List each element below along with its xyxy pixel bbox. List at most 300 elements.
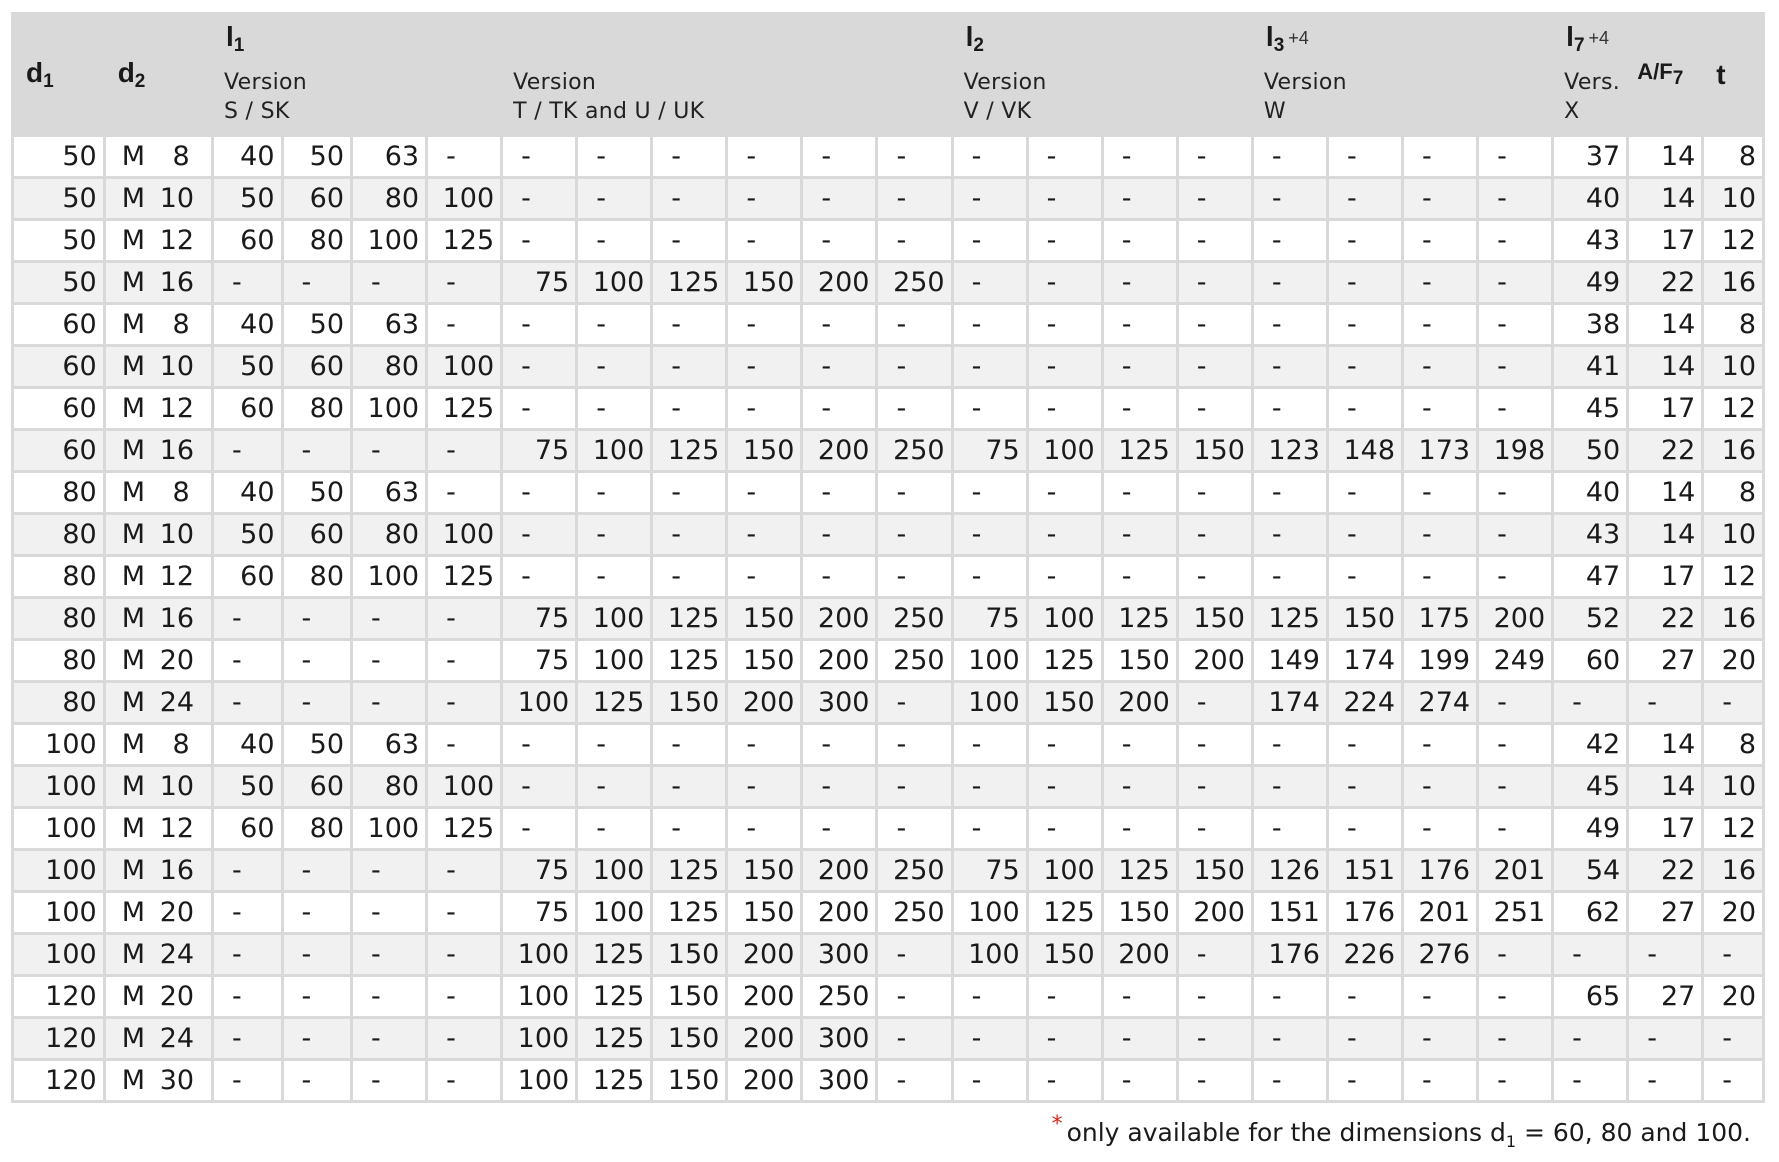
table-cell: - [578, 809, 650, 848]
table-cell: - [284, 893, 351, 932]
table-cell: - [1479, 179, 1551, 218]
table-cell: - [728, 767, 800, 806]
table-row [14, 305, 1762, 344]
table-cell: 224 [1329, 683, 1401, 722]
table-cell: - [954, 767, 1026, 806]
table-cell: 16 [1704, 851, 1762, 890]
table-cell: - [1029, 977, 1101, 1016]
table-cell: 80 [353, 767, 425, 806]
table-cell: - [878, 473, 950, 512]
table-cell: - [284, 431, 351, 470]
table-cell: - [1104, 977, 1176, 1016]
dimension-table [11, 12, 1765, 1103]
table-cell: - [353, 977, 425, 1016]
table-cell: - [954, 809, 1026, 848]
table-cell: 62 [1554, 893, 1626, 932]
table-cell: - [954, 557, 1026, 596]
table-cell: 75 [503, 263, 575, 302]
table-cell: - [1404, 137, 1476, 176]
table-cell: - [878, 1061, 950, 1100]
table-row [14, 809, 1762, 848]
table-cell: - [1104, 809, 1176, 848]
table-cell: - [653, 389, 725, 428]
table-cell: - [1329, 221, 1401, 260]
table-cell: - [428, 473, 500, 512]
table-cell: 12 [1704, 389, 1762, 428]
header-l2: $l_2$ [954, 15, 1251, 63]
table-cell: - [353, 1061, 425, 1100]
table-row [14, 767, 1762, 806]
table-cell: - [803, 473, 875, 512]
table-cell: - [214, 977, 281, 1016]
table-cell: - [1179, 1061, 1251, 1100]
table-cell: 43 [1554, 515, 1626, 554]
table-cell: 125 [653, 431, 725, 470]
table-cell: 50 [1554, 431, 1626, 470]
table-cell: 150 [1179, 431, 1251, 470]
table-cell: - [353, 641, 425, 680]
table-cell: - [1254, 977, 1326, 1016]
table-cell: 300 [803, 1019, 875, 1058]
table-cell: 100 [1029, 431, 1101, 470]
table-cell: - [954, 977, 1026, 1016]
table-cell: 125 [1029, 893, 1101, 932]
table-cell: - [1254, 767, 1326, 806]
table-cell: - [578, 305, 650, 344]
table-cell: - [803, 305, 875, 344]
table-cell: 120 [14, 1061, 103, 1100]
table-cell: - [728, 725, 800, 764]
table-cell: - [1254, 347, 1326, 386]
table-cell: - [1029, 809, 1101, 848]
table-cell: 176 [1404, 851, 1476, 890]
table-cell: - [1404, 305, 1476, 344]
table-cell: - [803, 221, 875, 260]
table-cell: 100 [503, 1019, 575, 1058]
table-cell: - [1254, 263, 1326, 302]
table-cell: - [954, 221, 1026, 260]
table-cell: 201 [1479, 851, 1551, 890]
table-cell: - [803, 809, 875, 848]
table-cell: M 12 [106, 557, 211, 596]
header-l7: $l_7 +4$ [1554, 15, 1626, 63]
table-cell: - [1104, 1061, 1176, 1100]
table-cell: - [878, 137, 950, 176]
table-cell: 60 [14, 431, 103, 470]
table-cell: 50 [14, 137, 103, 176]
table-cell: - [1029, 557, 1101, 596]
dimension-table-container [11, 12, 1765, 1103]
table-cell: M 8 [106, 725, 211, 764]
table-cell: 75 [954, 851, 1026, 890]
table-cell: - [1104, 179, 1176, 218]
table-cell: 150 [1029, 935, 1101, 974]
footnote-asterisk: * [1051, 1112, 1063, 1137]
table-cell: 250 [803, 977, 875, 1016]
table-cell: - [1329, 1019, 1401, 1058]
table-cell: - [1254, 305, 1326, 344]
table-cell: 125 [1104, 851, 1176, 890]
table-row [14, 893, 1762, 932]
table-cell: - [1479, 389, 1551, 428]
table-cell: 100 [14, 725, 103, 764]
table-cell: - [1104, 305, 1176, 344]
table-cell: 80 [14, 557, 103, 596]
table-cell: - [1179, 935, 1251, 974]
table-cell: 200 [1179, 641, 1251, 680]
table-cell: - [1629, 1019, 1701, 1058]
table-cell: 20 [1704, 641, 1762, 680]
table-cell: - [214, 935, 281, 974]
table-cell: 10 [1704, 767, 1762, 806]
table-cell: - [1254, 389, 1326, 428]
table-cell: 200 [803, 431, 875, 470]
table-cell: - [353, 683, 425, 722]
table-cell: - [214, 641, 281, 680]
table-cell: 175 [1404, 599, 1476, 638]
table-cell: - [1329, 179, 1401, 218]
table-cell: - [578, 557, 650, 596]
table-cell: - [578, 389, 650, 428]
table-cell: - [428, 683, 500, 722]
table-cell: 42 [1554, 725, 1626, 764]
table-cell: 150 [653, 1019, 725, 1058]
table-cell: M 12 [106, 389, 211, 428]
table-cell: M 24 [106, 683, 211, 722]
table-cell: 100 [14, 893, 103, 932]
table-cell: M 10 [106, 179, 211, 218]
table-cell: 200 [1104, 683, 1176, 722]
table-row [14, 137, 1762, 176]
table-cell: 10 [1704, 515, 1762, 554]
table-cell: 50 [284, 473, 351, 512]
table-cell: - [728, 305, 800, 344]
table-cell: 150 [1179, 851, 1251, 890]
table-cell: - [1404, 1019, 1476, 1058]
table-cell: 100 [503, 935, 575, 974]
table-cell: 100 [428, 179, 500, 218]
table-cell: - [1029, 1061, 1101, 1100]
table-row [14, 179, 1762, 218]
table-cell: 200 [1479, 599, 1551, 638]
table-cell: - [1179, 347, 1251, 386]
table-cell: - [1329, 137, 1401, 176]
version-w: Version W [1254, 66, 1551, 134]
table-cell: - [1179, 557, 1251, 596]
table-cell: - [653, 809, 725, 848]
table-cell: 22 [1629, 599, 1701, 638]
table-cell: 150 [728, 851, 800, 890]
table-cell: - [1704, 935, 1762, 974]
table-cell: 14 [1629, 179, 1701, 218]
table-cell: 226 [1329, 935, 1401, 974]
table-cell: - [1179, 515, 1251, 554]
table-cell: - [1629, 1061, 1701, 1100]
header-l1: $l_1$ [214, 15, 951, 63]
table-cell: 150 [728, 431, 800, 470]
table-row [14, 431, 1762, 470]
table-cell: - [1404, 473, 1476, 512]
table-cell: - [1404, 977, 1476, 1016]
table-cell: 50 [284, 725, 351, 764]
table-cell: 80 [284, 557, 351, 596]
table-cell: 125 [578, 935, 650, 974]
table-row [14, 221, 1762, 260]
table-cell: - [1179, 725, 1251, 764]
table-cell: - [1104, 557, 1176, 596]
table-cell: - [1029, 725, 1101, 764]
table-cell: - [1479, 221, 1551, 260]
table-row [14, 1019, 1762, 1058]
table-cell: - [653, 347, 725, 386]
table-row [14, 263, 1762, 302]
table-cell: - [1179, 305, 1251, 344]
table-cell: - [1479, 305, 1551, 344]
table-cell: - [954, 137, 1026, 176]
table-cell: - [878, 1019, 950, 1058]
table-cell: 100 [578, 851, 650, 890]
table-cell: - [428, 1061, 500, 1100]
table-cell: - [1704, 683, 1762, 722]
table-cell: 250 [878, 263, 950, 302]
table-cell: - [353, 1019, 425, 1058]
table-cell: - [284, 1019, 351, 1058]
footnote-text-end: = 60, 80 and 100. [1516, 1118, 1751, 1147]
table-cell: - [1479, 809, 1551, 848]
table-cell: 251 [1479, 893, 1551, 932]
table-cell: 125 [428, 557, 500, 596]
table-cell: 60 [284, 515, 351, 554]
table-cell: 150 [1104, 893, 1176, 932]
table-cell: - [728, 809, 800, 848]
table-cell: - [878, 515, 950, 554]
table-cell: 75 [503, 893, 575, 932]
table-cell: 100 [353, 557, 425, 596]
table-cell: 80 [14, 515, 103, 554]
table-cell: - [284, 599, 351, 638]
table-cell: 49 [1554, 809, 1626, 848]
table-cell: 100 [954, 893, 1026, 932]
table-cell: - [728, 557, 800, 596]
table-cell: - [1029, 137, 1101, 176]
table-cell: - [1254, 809, 1326, 848]
table-cell: - [503, 473, 575, 512]
table-cell: 100 [578, 893, 650, 932]
table-cell: 12 [1704, 221, 1762, 260]
table-cell: 10 [1704, 179, 1762, 218]
table-cell: - [1104, 515, 1176, 554]
table-cell: - [1329, 305, 1401, 344]
table-cell: - [1254, 1019, 1326, 1058]
table-cell: 50 [214, 179, 281, 218]
table-row [14, 473, 1762, 512]
table-cell: - [284, 263, 351, 302]
table-cell: 300 [803, 683, 875, 722]
table-cell: 38 [1554, 305, 1626, 344]
table-cell: - [653, 305, 725, 344]
table-cell: - [878, 179, 950, 218]
table-cell: - [214, 1019, 281, 1058]
table-cell: 75 [503, 641, 575, 680]
table-cell: - [1629, 935, 1701, 974]
table-cell: 54 [1554, 851, 1626, 890]
table-cell: 27 [1629, 977, 1701, 1016]
table-cell: 100 [353, 221, 425, 260]
table-cell: - [1179, 977, 1251, 1016]
table-cell: - [578, 137, 650, 176]
table-cell: - [503, 515, 575, 554]
table-cell: - [1404, 515, 1476, 554]
table-cell: 200 [1179, 893, 1251, 932]
table-cell: 100 [1029, 599, 1101, 638]
table-cell: M 8 [106, 137, 211, 176]
table-cell: 60 [284, 767, 351, 806]
table-cell: 63 [353, 725, 425, 764]
table-cell: 60 [1554, 641, 1626, 680]
footnote-text: only available for the dimensions d [1066, 1118, 1506, 1147]
table-cell: - [803, 137, 875, 176]
table-cell: 60 [214, 809, 281, 848]
table-cell: - [1704, 1061, 1762, 1100]
table-cell: - [1179, 263, 1251, 302]
table-cell: 60 [14, 347, 103, 386]
table-cell: 80 [284, 389, 351, 428]
table-cell: 125 [428, 221, 500, 260]
table-cell: 17 [1629, 809, 1701, 848]
table-cell: - [1704, 1019, 1762, 1058]
table-cell: - [503, 347, 575, 386]
table-cell: 43 [1554, 221, 1626, 260]
table-cell: - [1029, 1019, 1101, 1058]
table-cell: 100 [954, 935, 1026, 974]
table-row [14, 599, 1762, 638]
table-cell: - [1179, 137, 1251, 176]
table-cell: M 16 [106, 431, 211, 470]
version-x: Vers. X [1554, 66, 1626, 134]
table-cell: 200 [803, 851, 875, 890]
table-cell: 100 [503, 1061, 575, 1100]
table-cell: - [1329, 263, 1401, 302]
table-cell: 123 [1254, 431, 1326, 470]
table-cell: 8 [1704, 305, 1762, 344]
table-cell: M 24 [106, 1019, 211, 1058]
table-cell: - [1254, 1061, 1326, 1100]
table-cell: - [1254, 515, 1326, 554]
table-cell: 100 [14, 767, 103, 806]
table-cell: - [428, 431, 500, 470]
table-cell: 14 [1629, 767, 1701, 806]
table-cell: - [1029, 263, 1101, 302]
table-cell: 125 [1029, 641, 1101, 680]
table-cell: - [1104, 347, 1176, 386]
table-cell: - [803, 179, 875, 218]
table-cell: 126 [1254, 851, 1326, 890]
table-cell: 14 [1629, 305, 1701, 344]
table-cell: - [1179, 1019, 1251, 1058]
table-cell: 8 [1704, 725, 1762, 764]
table-cell: - [503, 725, 575, 764]
table-cell: 45 [1554, 389, 1626, 428]
table-cell: - [954, 1019, 1026, 1058]
table-cell: - [428, 725, 500, 764]
table-cell: M 8 [106, 305, 211, 344]
table-row [14, 935, 1762, 974]
table-cell: 37 [1554, 137, 1626, 176]
table-cell: 20 [1704, 977, 1762, 1016]
table-cell: 100 [14, 851, 103, 890]
table-cell: 125 [578, 977, 650, 1016]
table-cell: 63 [353, 305, 425, 344]
table-cell: - [578, 767, 650, 806]
table-cell: 22 [1629, 263, 1701, 302]
table-cell: 60 [284, 347, 351, 386]
table-cell: M 12 [106, 221, 211, 260]
table-cell: 17 [1629, 557, 1701, 596]
table-cell: 150 [1329, 599, 1401, 638]
table-cell: - [1404, 263, 1476, 302]
table-cell: 50 [214, 347, 281, 386]
table-cell: 200 [728, 683, 800, 722]
table-cell: - [1254, 557, 1326, 596]
table-cell: - [1029, 515, 1101, 554]
table-cell: 27 [1629, 641, 1701, 680]
table-cell: 40 [1554, 473, 1626, 512]
table-cell: - [1029, 221, 1101, 260]
table-cell: - [1329, 389, 1401, 428]
version-v-vk: Version V / VK [954, 66, 1251, 134]
table-cell: M 16 [106, 851, 211, 890]
table-cell: 200 [803, 641, 875, 680]
table-cell: 125 [1104, 599, 1176, 638]
table-cell: - [353, 935, 425, 974]
table-cell: - [428, 851, 500, 890]
table-cell: - [728, 221, 800, 260]
table-cell: 60 [214, 389, 281, 428]
header-t: t [1704, 15, 1762, 134]
table-cell: - [1479, 767, 1551, 806]
table-cell: 63 [353, 137, 425, 176]
table-row [14, 557, 1762, 596]
table-cell: M 8 [106, 473, 211, 512]
table-cell: 75 [954, 431, 1026, 470]
table-cell: 198 [1479, 431, 1551, 470]
table-cell: 14 [1629, 347, 1701, 386]
table-cell: 150 [653, 935, 725, 974]
table-cell: - [1254, 137, 1326, 176]
table-cell: 150 [728, 599, 800, 638]
table-cell: - [284, 977, 351, 1016]
table-row [14, 977, 1762, 1016]
table-cell: - [1479, 935, 1551, 974]
table-cell: - [1254, 221, 1326, 260]
table-cell: 200 [803, 599, 875, 638]
table-row [14, 851, 1762, 890]
table-cell: - [1554, 1019, 1626, 1058]
table-cell: M 16 [106, 263, 211, 302]
table-cell: 276 [1404, 935, 1476, 974]
table-cell: - [1179, 767, 1251, 806]
table-cell: - [1329, 725, 1401, 764]
table-cell: 100 [503, 683, 575, 722]
table-cell: 250 [878, 893, 950, 932]
table-cell: - [1029, 473, 1101, 512]
table-cell: 41 [1554, 347, 1626, 386]
table-cell: - [1629, 683, 1701, 722]
table-cell: - [578, 347, 650, 386]
table-cell: - [1104, 389, 1176, 428]
table-cell: - [1404, 767, 1476, 806]
table-cell: 150 [728, 893, 800, 932]
